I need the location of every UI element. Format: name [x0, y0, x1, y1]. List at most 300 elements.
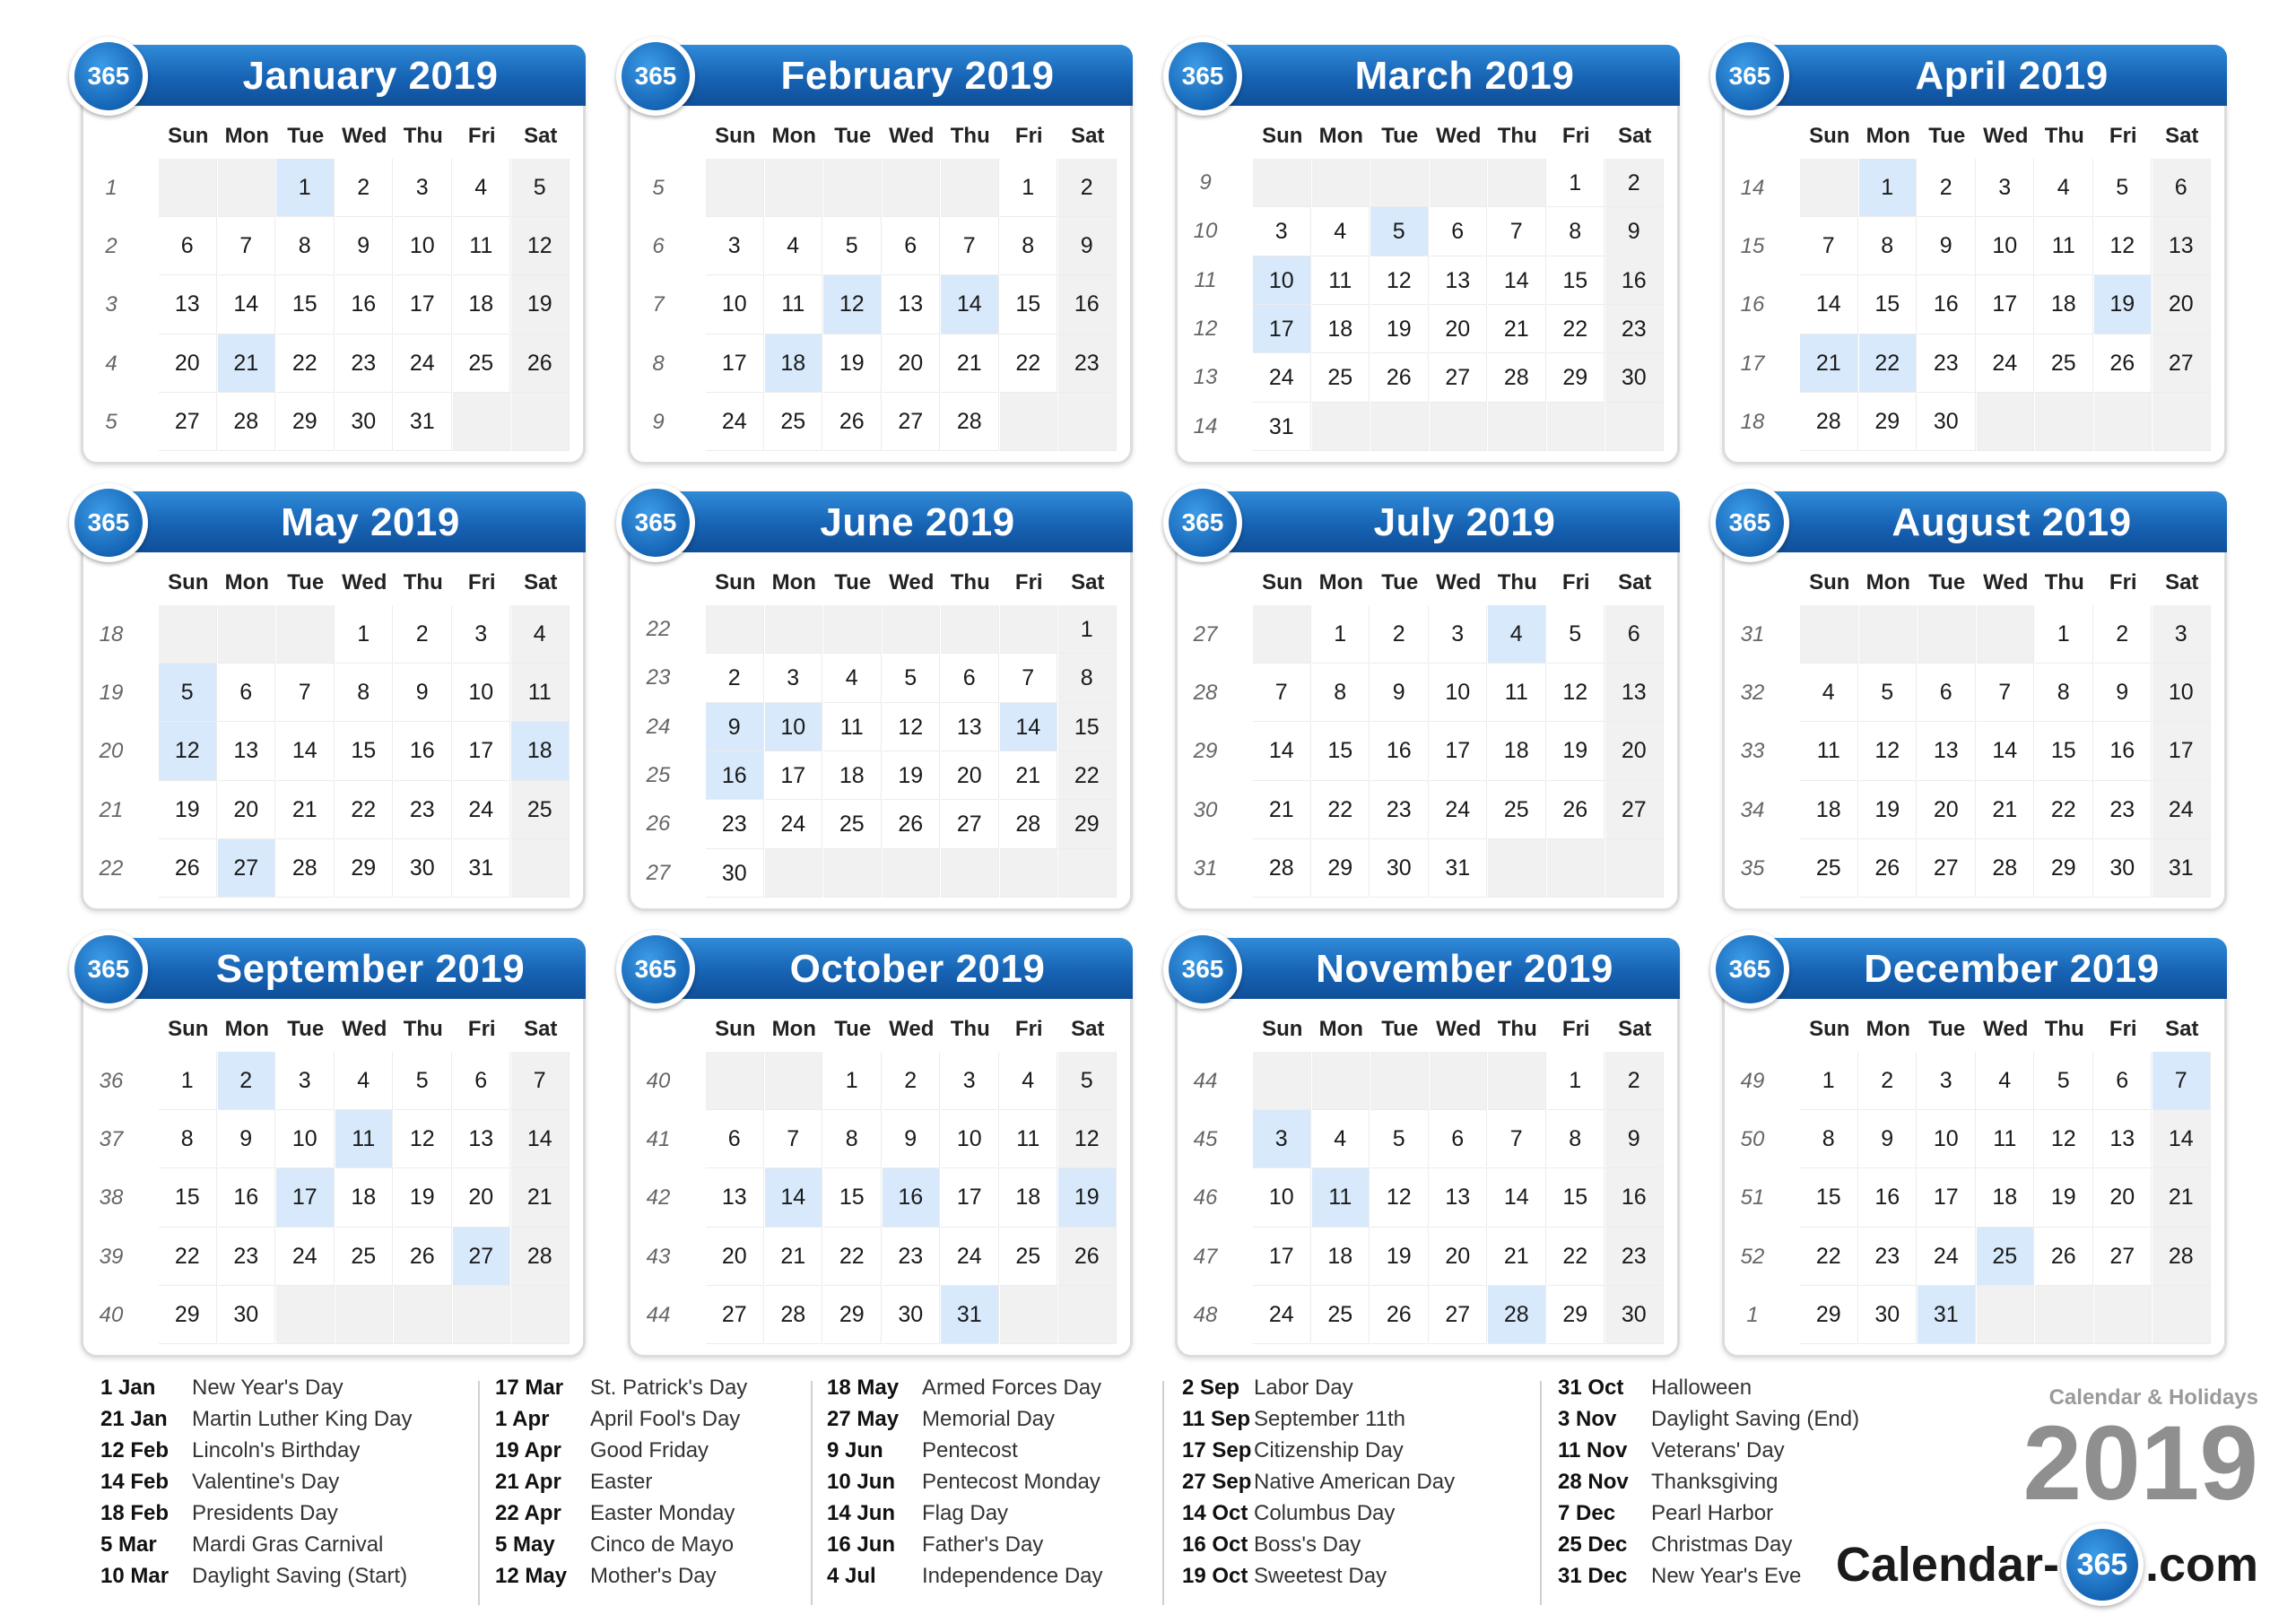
- day-cell[interactable]: 12: [394, 1110, 452, 1168]
- day-cell[interactable]: 25: [1488, 781, 1546, 839]
- day-cell[interactable]: 13: [159, 275, 217, 334]
- day-cell[interactable]: 31: [941, 1286, 999, 1344]
- day-cell[interactable]: 27: [941, 800, 999, 848]
- day-cell[interactable]: 18: [453, 275, 511, 334]
- day-cell[interactable]: 11: [2035, 217, 2093, 275]
- day-cell[interactable]: 19: [159, 781, 217, 839]
- day-cell[interactable]: 9: [335, 217, 394, 275]
- day-cell[interactable]: 7: [1488, 1110, 1546, 1168]
- day-cell[interactable]: 28: [1977, 839, 2035, 898]
- day-cell[interactable]: 23: [218, 1228, 276, 1286]
- day-cell[interactable]: 3: [1253, 1110, 1311, 1168]
- day-cell[interactable]: 25: [453, 334, 511, 393]
- day-cell[interactable]: 1: [823, 1052, 882, 1110]
- day-cell[interactable]: 7: [941, 217, 999, 275]
- day-cell[interactable]: 11: [1000, 1110, 1058, 1168]
- day-cell[interactable]: 4: [2035, 159, 2093, 217]
- day-cell[interactable]: 20: [883, 334, 941, 393]
- day-cell[interactable]: 2: [883, 1052, 941, 1110]
- day-cell[interactable]: 26: [883, 800, 941, 848]
- day-cell[interactable]: 12: [823, 275, 882, 334]
- day-cell[interactable]: 8: [1000, 217, 1058, 275]
- day-cell[interactable]: 25: [1800, 839, 1858, 898]
- day-cell[interactable]: 12: [2035, 1110, 2093, 1168]
- day-cell[interactable]: 27: [706, 1286, 764, 1344]
- day-cell[interactable]: 7: [765, 1110, 823, 1168]
- day-cell[interactable]: 6: [1430, 207, 1488, 256]
- day-cell[interactable]: 16: [394, 722, 452, 780]
- day-cell[interactable]: 24: [276, 1228, 335, 1286]
- day-cell[interactable]: 2: [1918, 159, 1976, 217]
- day-cell[interactable]: 6: [1918, 664, 1976, 722]
- day-cell[interactable]: 16: [1058, 275, 1117, 334]
- day-cell[interactable]: 16: [1605, 256, 1664, 305]
- day-cell[interactable]: 10: [1430, 664, 1488, 722]
- day-cell[interactable]: 6: [218, 664, 276, 722]
- day-cell[interactable]: 5: [511, 159, 570, 217]
- day-cell[interactable]: 23: [1918, 334, 1976, 393]
- day-cell[interactable]: 9: [1605, 1110, 1664, 1168]
- day-cell[interactable]: 9: [883, 1110, 941, 1168]
- day-cell[interactable]: 3: [1918, 1052, 1976, 1110]
- day-cell[interactable]: 24: [394, 334, 452, 393]
- day-cell[interactable]: 29: [276, 393, 335, 451]
- day-cell[interactable]: 4: [453, 159, 511, 217]
- day-cell[interactable]: 26: [1370, 1286, 1429, 1344]
- day-cell[interactable]: 1: [1312, 605, 1370, 664]
- day-cell[interactable]: 9: [1918, 217, 1976, 275]
- day-cell[interactable]: 4: [1977, 1052, 2035, 1110]
- day-cell[interactable]: 25: [823, 800, 882, 848]
- day-cell[interactable]: 14: [765, 1168, 823, 1227]
- day-cell[interactable]: 23: [1058, 334, 1117, 393]
- day-cell[interactable]: 15: [335, 722, 394, 780]
- day-cell[interactable]: 14: [941, 275, 999, 334]
- day-cell[interactable]: 17: [765, 751, 823, 800]
- day-cell[interactable]: 12: [511, 217, 570, 275]
- day-cell[interactable]: 21: [511, 1168, 570, 1227]
- day-cell[interactable]: 2: [706, 654, 764, 702]
- day-cell[interactable]: 31: [1430, 839, 1488, 898]
- day-cell[interactable]: 26: [2035, 1228, 2093, 1286]
- day-cell[interactable]: 20: [2094, 1168, 2152, 1227]
- day-cell[interactable]: 4: [823, 654, 882, 702]
- day-cell[interactable]: 8: [823, 1110, 882, 1168]
- day-cell[interactable]: 21: [1000, 751, 1058, 800]
- day-cell[interactable]: 28: [1800, 393, 1858, 451]
- day-cell[interactable]: 27: [1430, 1286, 1488, 1344]
- day-cell[interactable]: 25: [1312, 1286, 1370, 1344]
- day-cell[interactable]: 30: [1605, 353, 1664, 402]
- day-cell[interactable]: 21: [1488, 1228, 1546, 1286]
- day-cell[interactable]: 13: [883, 275, 941, 334]
- day-cell[interactable]: 8: [1800, 1110, 1858, 1168]
- day-cell[interactable]: 27: [2094, 1228, 2152, 1286]
- day-cell[interactable]: 22: [335, 781, 394, 839]
- day-cell[interactable]: 13: [218, 722, 276, 780]
- day-cell[interactable]: 23: [335, 334, 394, 393]
- day-cell[interactable]: 17: [941, 1168, 999, 1227]
- day-cell[interactable]: 18: [511, 722, 570, 780]
- day-cell[interactable]: 1: [1859, 159, 1918, 217]
- day-cell[interactable]: 15: [823, 1168, 882, 1227]
- day-cell[interactable]: 15: [1547, 256, 1605, 305]
- day-cell[interactable]: 6: [2152, 159, 2211, 217]
- day-cell[interactable]: 16: [1918, 275, 1976, 334]
- day-cell[interactable]: 16: [218, 1168, 276, 1227]
- day-cell[interactable]: 20: [941, 751, 999, 800]
- day-cell[interactable]: 21: [941, 334, 999, 393]
- day-cell[interactable]: 27: [159, 393, 217, 451]
- day-cell[interactable]: 28: [276, 839, 335, 898]
- day-cell[interactable]: 31: [394, 393, 452, 451]
- day-cell[interactable]: 6: [159, 217, 217, 275]
- day-cell[interactable]: 12: [1547, 664, 1605, 722]
- day-cell[interactable]: 13: [453, 1110, 511, 1168]
- day-cell[interactable]: 28: [1488, 353, 1546, 402]
- day-cell[interactable]: 17: [706, 334, 764, 393]
- day-cell[interactable]: 16: [883, 1168, 941, 1227]
- day-cell[interactable]: 23: [883, 1228, 941, 1286]
- day-cell[interactable]: 30: [218, 1286, 276, 1344]
- day-cell[interactable]: 21: [1253, 781, 1311, 839]
- day-cell[interactable]: 17: [2152, 722, 2211, 780]
- day-cell[interactable]: 24: [1430, 781, 1488, 839]
- day-cell[interactable]: 4: [1800, 664, 1858, 722]
- day-cell[interactable]: 21: [218, 334, 276, 393]
- day-cell[interactable]: 9: [1859, 1110, 1918, 1168]
- day-cell[interactable]: 1: [335, 605, 394, 664]
- day-cell[interactable]: 9: [394, 664, 452, 722]
- day-cell[interactable]: 3: [706, 217, 764, 275]
- day-cell[interactable]: 22: [1312, 781, 1370, 839]
- day-cell[interactable]: 31: [2152, 839, 2211, 898]
- day-cell[interactable]: 3: [1253, 207, 1311, 256]
- day-cell[interactable]: 24: [1918, 1228, 1976, 1286]
- day-cell[interactable]: 29: [823, 1286, 882, 1344]
- day-cell[interactable]: 11: [1800, 722, 1858, 780]
- day-cell[interactable]: 10: [2152, 664, 2211, 722]
- day-cell[interactable]: 19: [1859, 781, 1918, 839]
- day-cell[interactable]: 18: [1977, 1168, 2035, 1227]
- day-cell[interactable]: 3: [2152, 605, 2211, 664]
- day-cell[interactable]: 20: [1918, 781, 1976, 839]
- day-cell[interactable]: 24: [1253, 1286, 1311, 1344]
- day-cell[interactable]: 30: [1918, 393, 1976, 451]
- day-cell[interactable]: 7: [218, 217, 276, 275]
- day-cell[interactable]: 1: [276, 159, 335, 217]
- day-cell[interactable]: 18: [1312, 305, 1370, 353]
- day-cell[interactable]: 21: [1800, 334, 1858, 393]
- day-cell[interactable]: 13: [1430, 256, 1488, 305]
- day-cell[interactable]: 12: [1058, 1110, 1117, 1168]
- day-cell[interactable]: 7: [1253, 664, 1311, 722]
- day-cell[interactable]: 2: [1058, 159, 1117, 217]
- day-cell[interactable]: 14: [511, 1110, 570, 1168]
- day-cell[interactable]: 20: [453, 1168, 511, 1227]
- day-cell[interactable]: 28: [1488, 1286, 1546, 1344]
- day-cell[interactable]: 17: [453, 722, 511, 780]
- day-cell[interactable]: 17: [1253, 305, 1311, 353]
- day-cell[interactable]: 4: [1488, 605, 1546, 664]
- day-cell[interactable]: 16: [2094, 722, 2152, 780]
- day-cell[interactable]: 29: [1312, 839, 1370, 898]
- day-cell[interactable]: 10: [1253, 1168, 1311, 1227]
- day-cell[interactable]: 2: [1605, 1052, 1664, 1110]
- day-cell[interactable]: 24: [1253, 353, 1311, 402]
- day-cell[interactable]: 17: [1430, 722, 1488, 780]
- day-cell[interactable]: 27: [453, 1228, 511, 1286]
- day-cell[interactable]: 22: [1800, 1228, 1858, 1286]
- day-cell[interactable]: 20: [1430, 305, 1488, 353]
- day-cell[interactable]: 18: [1488, 722, 1546, 780]
- day-cell[interactable]: 25: [765, 393, 823, 451]
- day-cell[interactable]: 21: [1977, 781, 2035, 839]
- day-cell[interactable]: 28: [941, 393, 999, 451]
- day-cell[interactable]: 30: [394, 839, 452, 898]
- day-cell[interactable]: 28: [765, 1286, 823, 1344]
- day-cell[interactable]: 1: [1547, 1052, 1605, 1110]
- day-cell[interactable]: 24: [706, 393, 764, 451]
- day-cell[interactable]: 24: [453, 781, 511, 839]
- day-cell[interactable]: 1: [159, 1052, 217, 1110]
- day-cell[interactable]: 8: [159, 1110, 217, 1168]
- day-cell[interactable]: 28: [1000, 800, 1058, 848]
- day-cell[interactable]: 24: [765, 800, 823, 848]
- day-cell[interactable]: 11: [1312, 1168, 1370, 1227]
- day-cell[interactable]: 28: [511, 1228, 570, 1286]
- day-cell[interactable]: 15: [2035, 722, 2093, 780]
- day-cell[interactable]: 8: [335, 664, 394, 722]
- day-cell[interactable]: 20: [2152, 275, 2211, 334]
- day-cell[interactable]: 7: [2152, 1052, 2211, 1110]
- day-cell[interactable]: 7: [511, 1052, 570, 1110]
- day-cell[interactable]: 11: [823, 703, 882, 751]
- day-cell[interactable]: 14: [1488, 256, 1546, 305]
- day-cell[interactable]: 27: [1605, 781, 1664, 839]
- day-cell[interactable]: 22: [2035, 781, 2093, 839]
- day-cell[interactable]: 15: [1058, 703, 1117, 751]
- day-cell[interactable]: 22: [1058, 751, 1117, 800]
- day-cell[interactable]: 10: [453, 664, 511, 722]
- day-cell[interactable]: 4: [335, 1052, 394, 1110]
- day-cell[interactable]: 8: [1859, 217, 1918, 275]
- day-cell[interactable]: 8: [276, 217, 335, 275]
- day-cell[interactable]: 3: [941, 1052, 999, 1110]
- day-cell[interactable]: 25: [1977, 1228, 2035, 1286]
- day-cell[interactable]: 18: [1312, 1228, 1370, 1286]
- day-cell[interactable]: 25: [511, 781, 570, 839]
- day-cell[interactable]: 22: [1547, 1228, 1605, 1286]
- day-cell[interactable]: 25: [2035, 334, 2093, 393]
- day-cell[interactable]: 10: [1253, 256, 1311, 305]
- day-cell[interactable]: 14: [2152, 1110, 2211, 1168]
- day-cell[interactable]: 10: [394, 217, 452, 275]
- day-cell[interactable]: 5: [1058, 1052, 1117, 1110]
- day-cell[interactable]: 2: [2094, 605, 2152, 664]
- day-cell[interactable]: 26: [1058, 1228, 1117, 1286]
- day-cell[interactable]: 1: [1547, 159, 1605, 207]
- day-cell[interactable]: 12: [159, 722, 217, 780]
- day-cell[interactable]: 25: [335, 1228, 394, 1286]
- day-cell[interactable]: 19: [1547, 722, 1605, 780]
- day-cell[interactable]: 6: [2094, 1052, 2152, 1110]
- day-cell[interactable]: 6: [1430, 1110, 1488, 1168]
- day-cell[interactable]: 10: [276, 1110, 335, 1168]
- day-cell[interactable]: 24: [1977, 334, 2035, 393]
- day-cell[interactable]: 18: [2035, 275, 2093, 334]
- day-cell[interactable]: 21: [276, 781, 335, 839]
- day-cell[interactable]: 31: [453, 839, 511, 898]
- day-cell[interactable]: 5: [2035, 1052, 2093, 1110]
- day-cell[interactable]: 22: [159, 1228, 217, 1286]
- day-cell[interactable]: 18: [765, 334, 823, 393]
- day-cell[interactable]: 30: [1605, 1286, 1664, 1344]
- day-cell[interactable]: 15: [1859, 275, 1918, 334]
- day-cell[interactable]: 12: [2094, 217, 2152, 275]
- day-cell[interactable]: 27: [218, 839, 276, 898]
- day-cell[interactable]: 14: [1000, 703, 1058, 751]
- day-cell[interactable]: 21: [1488, 305, 1546, 353]
- day-cell[interactable]: 5: [1547, 605, 1605, 664]
- day-cell[interactable]: 7: [1000, 654, 1058, 702]
- day-cell[interactable]: 3: [394, 159, 452, 217]
- day-cell[interactable]: 22: [1547, 305, 1605, 353]
- day-cell[interactable]: 20: [159, 334, 217, 393]
- day-cell[interactable]: 6: [883, 217, 941, 275]
- day-cell[interactable]: 30: [706, 849, 764, 898]
- day-cell[interactable]: 4: [1312, 207, 1370, 256]
- day-cell[interactable]: 6: [941, 654, 999, 702]
- day-cell[interactable]: 24: [941, 1228, 999, 1286]
- day-cell[interactable]: 12: [883, 703, 941, 751]
- day-cell[interactable]: 9: [706, 703, 764, 751]
- day-cell[interactable]: 29: [1547, 353, 1605, 402]
- day-cell[interactable]: 22: [823, 1228, 882, 1286]
- day-cell[interactable]: 11: [335, 1110, 394, 1168]
- day-cell[interactable]: 4: [511, 605, 570, 664]
- day-cell[interactable]: 7: [276, 664, 335, 722]
- day-cell[interactable]: 22: [1000, 334, 1058, 393]
- day-cell[interactable]: 29: [1058, 800, 1117, 848]
- day-cell[interactable]: 22: [1859, 334, 1918, 393]
- day-cell[interactable]: 31: [1253, 403, 1311, 451]
- day-cell[interactable]: 21: [765, 1228, 823, 1286]
- day-cell[interactable]: 1: [1058, 605, 1117, 654]
- day-cell[interactable]: 15: [1547, 1168, 1605, 1227]
- day-cell[interactable]: 22: [276, 334, 335, 393]
- day-cell[interactable]: 1: [2035, 605, 2093, 664]
- brand-site-link[interactable]: [1836, 1523, 2258, 1604]
- day-cell[interactable]: 15: [1000, 275, 1058, 334]
- day-cell[interactable]: 12: [1370, 256, 1429, 305]
- day-cell[interactable]: 30: [883, 1286, 941, 1344]
- day-cell[interactable]: 11: [1312, 256, 1370, 305]
- day-cell[interactable]: 4: [765, 217, 823, 275]
- day-cell[interactable]: 16: [1605, 1168, 1664, 1227]
- day-cell[interactable]: 13: [941, 703, 999, 751]
- day-cell[interactable]: 26: [511, 334, 570, 393]
- day-cell[interactable]: 2: [218, 1052, 276, 1110]
- day-cell[interactable]: 3: [1430, 605, 1488, 664]
- day-cell[interactable]: 15: [1312, 722, 1370, 780]
- day-cell[interactable]: 17: [1977, 275, 2035, 334]
- day-cell[interactable]: 13: [1605, 664, 1664, 722]
- day-cell[interactable]: 19: [1058, 1168, 1117, 1227]
- day-cell[interactable]: 14: [218, 275, 276, 334]
- day-cell[interactable]: 1: [1800, 1052, 1858, 1110]
- day-cell[interactable]: 30: [2094, 839, 2152, 898]
- day-cell[interactable]: 14: [276, 722, 335, 780]
- day-cell[interactable]: 5: [159, 664, 217, 722]
- day-cell[interactable]: 21: [2152, 1168, 2211, 1227]
- day-cell[interactable]: 18: [823, 751, 882, 800]
- day-cell[interactable]: 31: [1918, 1286, 1976, 1344]
- day-cell[interactable]: 18: [1800, 781, 1858, 839]
- day-cell[interactable]: 8: [1058, 654, 1117, 702]
- day-cell[interactable]: 23: [1370, 781, 1429, 839]
- day-cell[interactable]: 16: [1370, 722, 1429, 780]
- day-cell[interactable]: 9: [1370, 664, 1429, 722]
- day-cell[interactable]: 26: [159, 839, 217, 898]
- day-cell[interactable]: 5: [394, 1052, 452, 1110]
- day-cell[interactable]: 3: [276, 1052, 335, 1110]
- day-cell[interactable]: 8: [1547, 1110, 1605, 1168]
- day-cell[interactable]: 4: [1312, 1110, 1370, 1168]
- day-cell[interactable]: 26: [1370, 353, 1429, 402]
- day-cell[interactable]: 27: [883, 393, 941, 451]
- day-cell[interactable]: 26: [1547, 781, 1605, 839]
- day-cell[interactable]: 5: [1859, 664, 1918, 722]
- day-cell[interactable]: 1: [1000, 159, 1058, 217]
- day-cell[interactable]: 14: [1800, 275, 1858, 334]
- day-cell[interactable]: 29: [1800, 1286, 1858, 1344]
- day-cell[interactable]: 10: [1918, 1110, 1976, 1168]
- day-cell[interactable]: 29: [159, 1286, 217, 1344]
- day-cell[interactable]: 5: [1370, 207, 1429, 256]
- day-cell[interactable]: 14: [1253, 722, 1311, 780]
- day-cell[interactable]: 14: [1488, 1168, 1546, 1227]
- day-cell[interactable]: 17: [394, 275, 452, 334]
- day-cell[interactable]: 23: [2094, 781, 2152, 839]
- day-cell[interactable]: 17: [1253, 1228, 1311, 1286]
- day-cell[interactable]: 13: [706, 1168, 764, 1227]
- day-cell[interactable]: 18: [1000, 1168, 1058, 1227]
- day-cell[interactable]: 2: [394, 605, 452, 664]
- day-cell[interactable]: 28: [2152, 1228, 2211, 1286]
- day-cell[interactable]: 26: [2094, 334, 2152, 393]
- day-cell[interactable]: 28: [1253, 839, 1311, 898]
- day-cell[interactable]: 5: [2094, 159, 2152, 217]
- day-cell[interactable]: 7: [1800, 217, 1858, 275]
- day-cell[interactable]: 9: [1605, 207, 1664, 256]
- day-cell[interactable]: 19: [511, 275, 570, 334]
- day-cell[interactable]: 7: [1488, 207, 1546, 256]
- day-cell[interactable]: 24: [2152, 781, 2211, 839]
- day-cell[interactable]: 11: [1488, 664, 1546, 722]
- day-cell[interactable]: 25: [1000, 1228, 1058, 1286]
- day-cell[interactable]: 19: [2094, 275, 2152, 334]
- day-cell[interactable]: 23: [1859, 1228, 1918, 1286]
- day-cell[interactable]: 26: [823, 393, 882, 451]
- day-cell[interactable]: 30: [335, 393, 394, 451]
- day-cell[interactable]: 13: [2094, 1110, 2152, 1168]
- day-cell[interactable]: 29: [1859, 393, 1918, 451]
- day-cell[interactable]: 11: [765, 275, 823, 334]
- day-cell[interactable]: 23: [1605, 305, 1664, 353]
- day-cell[interactable]: 26: [1859, 839, 1918, 898]
- day-cell[interactable]: 9: [2094, 664, 2152, 722]
